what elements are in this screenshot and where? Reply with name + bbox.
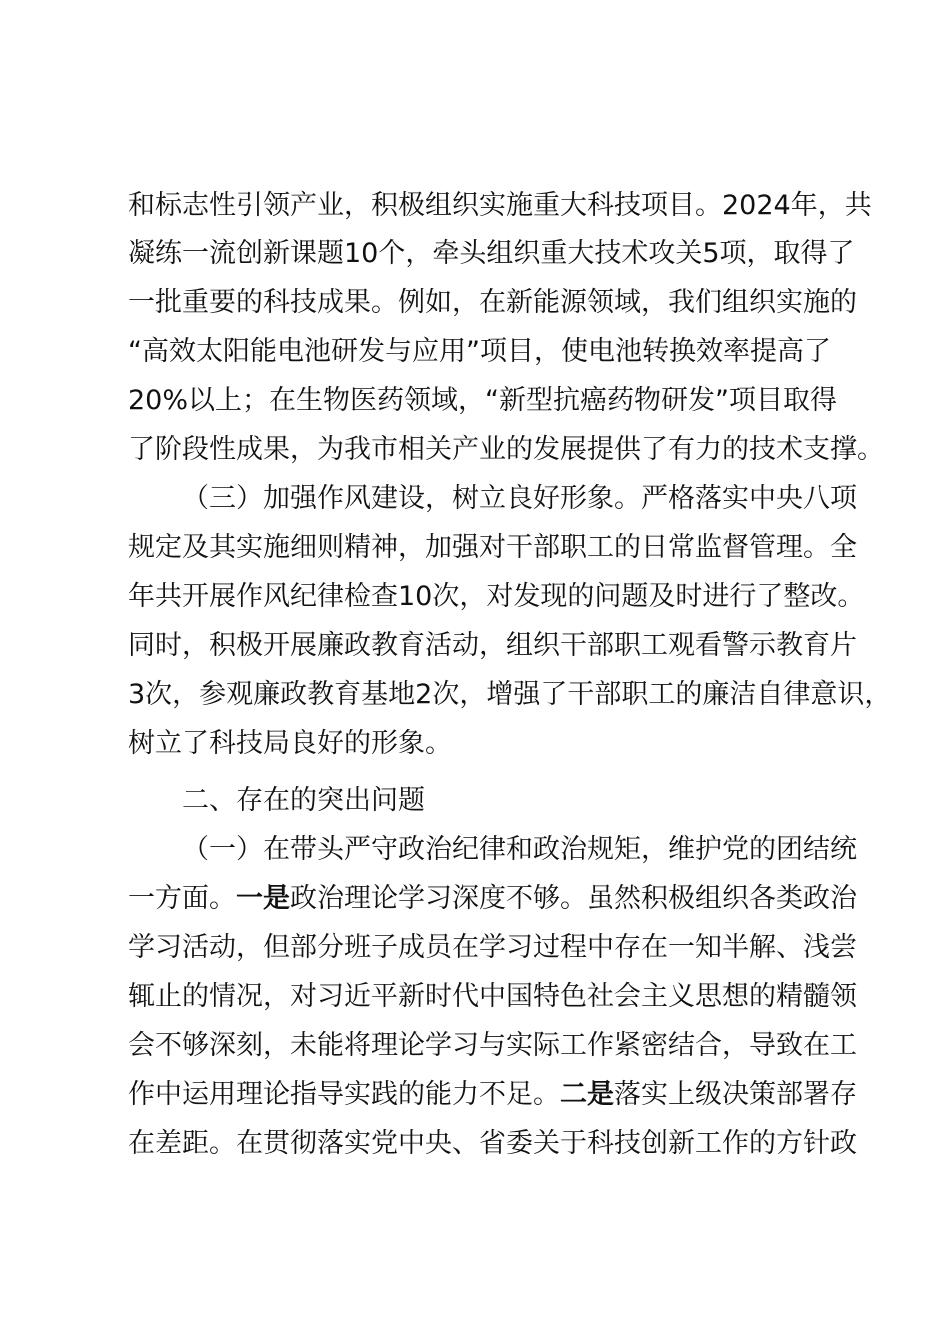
paragraph-line: 学习活动，但部分班子成员在学习过程中存在一知半解、浅尝: [128, 932, 857, 963]
paragraph-line: 会不够深刻，未能将理论学习与实际工作紧密结合，导致在工: [128, 1030, 857, 1061]
paragraph-text: 一方面。: [128, 883, 236, 914]
paragraph-line: 和标志性引领产业，积极组织实施重大科技项目。2024年，共: [128, 190, 872, 221]
point-marker-first: 一是: [236, 883, 290, 914]
paragraph-line: 年共开展作风纪律检查10次，对发现的问题及时进行了整改。: [128, 581, 865, 612]
paragraph-text: 作中运用理论指导实践的能力不足。: [128, 1079, 560, 1110]
paragraph-line: 3次，参观廉政教育基地2次，增强了干部职工的廉洁自律意识，: [128, 679, 892, 710]
paragraph-line: 了阶段性成果，为我市相关产业的发展提供了有力的技术支撑。: [128, 434, 884, 465]
paragraph-line: 20%以上；在生物医药领域，“新型抗癌药物研发”项目取得: [128, 385, 837, 416]
paragraph-text: 政治理论学习深度不够。虽然积极组织各类政治: [290, 883, 857, 914]
point-marker-second: 二是: [560, 1079, 614, 1110]
paragraph-line: 同时，积极开展廉政教育活动，组织干部职工观看警示教育片: [128, 630, 857, 661]
paragraph-text: 落实上级决策部署存: [614, 1079, 857, 1110]
paragraph-line: “高效太阳能电池研发与应用”项目，使电池转换效率提高了: [128, 336, 831, 367]
section-heading-one: （一）在带头严守政治纪律和政治规矩，维护党的团结统: [182, 834, 857, 865]
chapter-heading: 二、存在的突出问题: [182, 785, 425, 816]
paragraph-line: [128, 875, 857, 923]
paragraph-line: 辄止的情况，对习近平新时代中国特色社会主义思想的精髓领: [128, 981, 857, 1012]
paragraph-line: 在差距。在贯彻落实党中央、省委关于科技创新工作的方针政: [128, 1128, 857, 1159]
paragraph-line: 树立了科技局良好的形象。: [128, 728, 452, 759]
paragraph-line: 凝练一流创新课题10个，牵头组织重大技术攻关5项，取得了: [128, 238, 855, 269]
paragraph-line: 规定及其实施细则精神，加强对干部职工的日常监督管理。全: [128, 532, 857, 563]
paragraph-line: [128, 1071, 857, 1119]
paragraph-line: 一批重要的科技成果。例如，在新能源领域，我们组织实施的: [128, 287, 857, 318]
section-heading-three: （三）加强作风建设，树立良好形象。严格落实中央八项: [182, 483, 857, 514]
